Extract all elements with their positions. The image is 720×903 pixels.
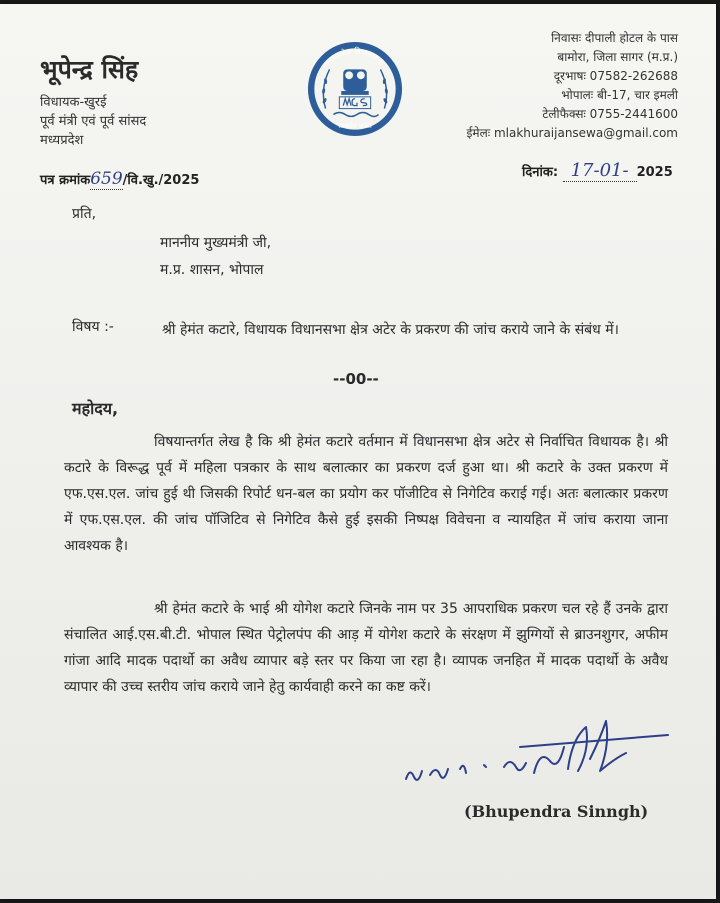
sender-designation-1: विधायक-खुरई: [40, 95, 107, 110]
sender-designation-2: पूर्व मंत्री एवं पूर्व सांसद: [40, 114, 147, 129]
addressee-line-2: म.प्र. शासन, भोपाल: [160, 262, 264, 278]
body-paragraph-1: विषयान्तर्गत लेख है कि श्री हेमंत कटारे वर्तमान में विधानसभा क्षेत्र अटेर से निर्वाचित विधायक है। श्री कटारे के विरूद्ध पूर्व में महिला पत्रकार के साथ बलात्कार का प्रकरण दर्ज हुआ था। श्री कटारे के उक्त प्रकरण में एफ.एस.एल. जांच हुई थी जिसकी रिपोर्ट धन-बल का प्रयोग कर पॉजीटिव से निगेटिव कराई गई। अतः बलात्कार प्रकरण में एफ.एस.एल. की जांच पॉजिटिव से निगेटिव कैसे हुई इसकी निष्पक्ष विवेचना व न्यायहित में जांच कराया जाना आवश्यक है।: [64, 434, 668, 554]
address-line-1: निवासः दीपाली होटल के पास: [551, 31, 678, 45]
assembly-seal-icon: [306, 40, 404, 138]
date-year: 2025: [636, 165, 673, 180]
reference-prefix: पत्र क्रमांक: [40, 173, 91, 188]
signatory-name: (Bhupendra Sinngh): [464, 802, 649, 821]
date-label: दिनांक:: [522, 165, 559, 180]
svg-text:मध्यप्रदेश विधानसभा: मध्यप्रदेश विधानसभा: [323, 46, 387, 67]
body-paragraph-2: श्री हेमंत कटारे के भाई श्री योगेश कटारे जिनके नाम पर 35 आपराधिक प्रकरण चल रहे हैं उनके द्वारा संचालित आई.एस.बी.टी. भोपाल स्थित पेट्रोलपंप की आड़ में योगेश कटारे के संरक्षण में झुग्गियों से ब्राउनशुगर, अफीम गांजा आदि मादक पदार्थो का अवैध व्यापार बड़े स्तर पर किया जा रहा है। व्यापक जनहित में मादक पदार्थो के अवैध व्यापार की उच्च स्तरीय जांच कराये जाने हेतु कार्यवाही करने का कष्ट करें।: [64, 601, 668, 695]
letter-date: [522, 160, 673, 181]
to-label: प्रति,: [72, 206, 97, 222]
addressee-line-1: माननीय मुख्यमंत्री जी,: [160, 235, 272, 251]
subject-text: श्री हेमंत कटारे, विधायक विधानसभा क्षेत्र अटेर के प्रकरण की जांच कराये जाने के संबंध में।: [162, 322, 619, 338]
reference-handwritten-number: 659: [90, 169, 123, 189]
address-line-2: बामोरा, जिला सागर (म.प्र.): [557, 50, 678, 64]
salutation: महोदय,: [72, 399, 119, 418]
svg-text:सत्यमेव जयते: सत्यमेव जयते: [338, 122, 372, 131]
telefax-line: टेलीफैक्सः 0755-2441600: [542, 107, 678, 121]
reference-suffix: /वि.खु./2025: [122, 173, 200, 188]
reference-number: [40, 169, 199, 189]
handwritten-signature-icon: [400, 709, 670, 799]
date-handwritten: 17-01-: [563, 160, 637, 182]
email-line: ईमेलः mlakhuraijansewa@gmail.com: [466, 126, 678, 140]
sender-designation-3: मध्यप्रदेश: [40, 133, 84, 148]
section-divider: --00--: [333, 370, 379, 388]
bhopal-address-line: भोपालः बी-17, चार इमली: [561, 88, 678, 102]
phone-line: दूरभाषः 07582-262688: [553, 69, 678, 83]
subject-label: विषय :-: [72, 319, 114, 335]
sender-name: भूपेन्द्र सिंह: [40, 55, 139, 84]
letter-page: [0, 4, 716, 899]
